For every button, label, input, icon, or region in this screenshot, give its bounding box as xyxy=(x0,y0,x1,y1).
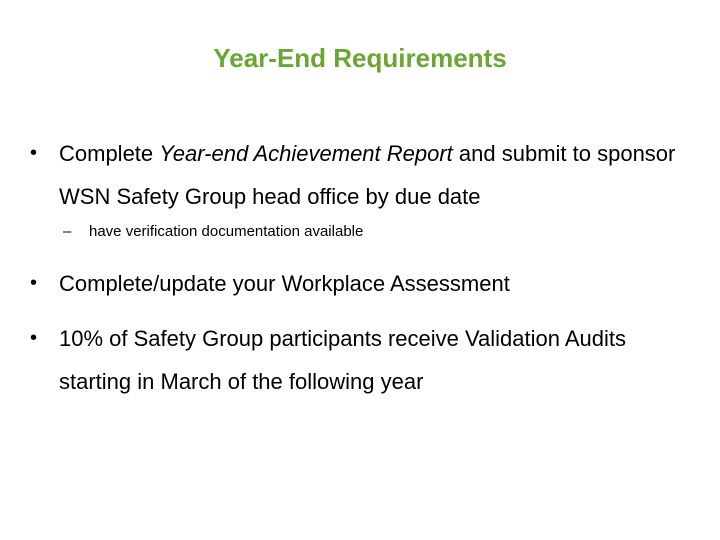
slide-title: Year-End Requirements xyxy=(213,43,507,73)
bullet-item-report xyxy=(30,132,680,218)
bullet-text-lead: Complete xyxy=(59,141,160,166)
bullet-icon: • xyxy=(30,272,38,294)
bullet-list xyxy=(30,132,680,403)
bullet-text-tail: and submit to sponsor WSN Safety Group head office by due date xyxy=(59,141,676,209)
bullet-item-assessment xyxy=(30,262,680,305)
bullet-item-validation xyxy=(30,317,680,403)
dash-icon: – xyxy=(63,223,72,240)
sub-bullet-item xyxy=(30,222,680,242)
bullet-icon: • xyxy=(30,327,38,349)
bullet-text: Complete/update your Workplace Assessment xyxy=(59,271,510,296)
report-name: Year-end Achievement Report xyxy=(159,141,453,166)
sub-bullet-text: have verification documentation available xyxy=(89,223,364,240)
bullet-text: 10% of Safety Group participants receive Validation Audits starting in March of the following year xyxy=(59,326,627,394)
bullet-icon: • xyxy=(30,142,38,164)
